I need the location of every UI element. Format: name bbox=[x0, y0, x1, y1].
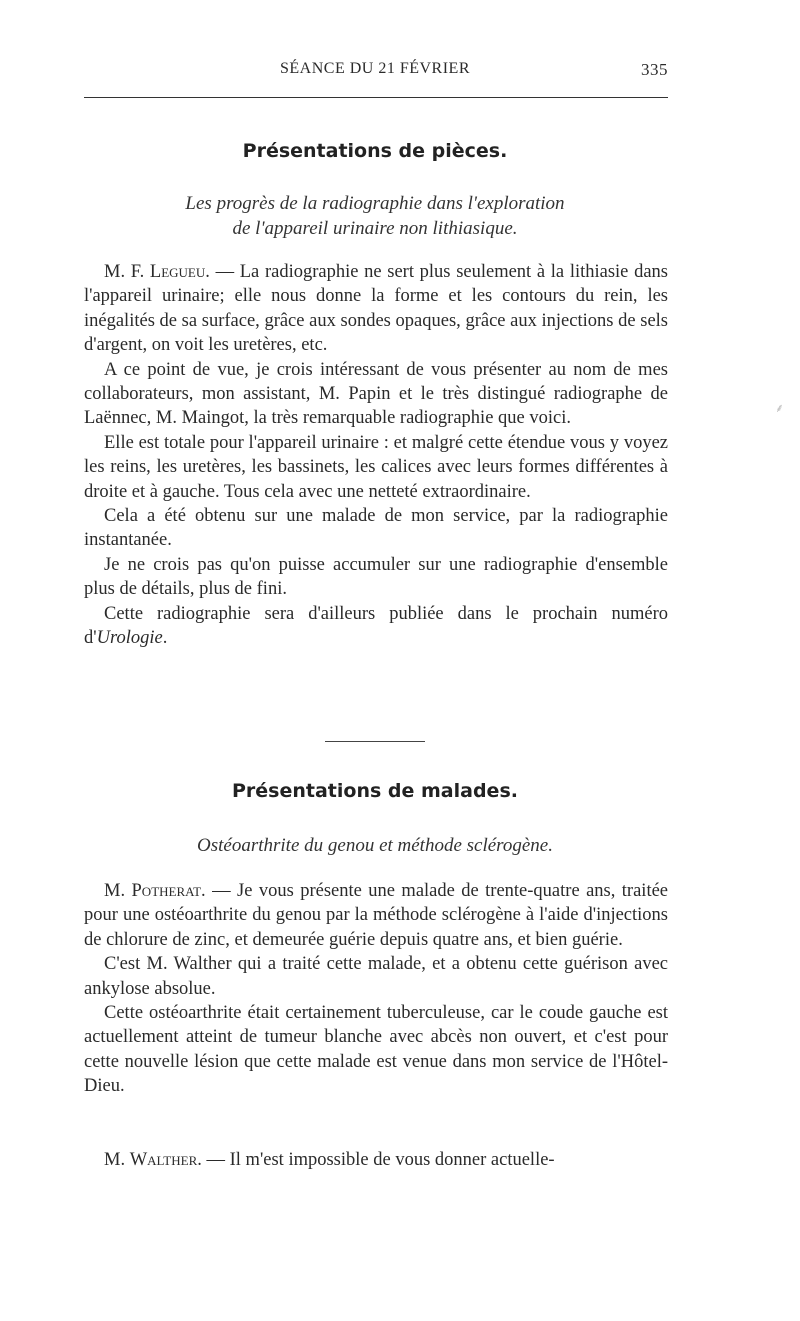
section-subtitle: Ostéoarthrite du genou et méthode sclérogène. bbox=[197, 835, 553, 856]
running-title: SÉANCE DU 21 FÉVRIER bbox=[279, 60, 470, 77]
section-divider bbox=[325, 741, 425, 742]
paragraph-end: . bbox=[162, 628, 168, 649]
speaker-prefix: M. bbox=[104, 1150, 130, 1170]
section-subtitle-line2: de l'appareil urinaire non lithiasique. bbox=[232, 218, 518, 239]
paragraph bbox=[84, 260, 668, 358]
speaker-name: Legueu bbox=[149, 262, 206, 282]
section-subtitle-line1: Les progrès de la radiographie dans l'exploration bbox=[185, 193, 565, 214]
paragraph bbox=[84, 1148, 668, 1172]
paragraph: A ce point de vue, je crois intéressant de vous présenter au nom de mes collaborateurs, mon assistant, M. Papin et le très distingué radiographe de Laënnec, M. Maingot, la très remarquable radiographie que voici. bbox=[84, 359, 668, 429]
header-rule bbox=[84, 97, 668, 98]
speaker-prefix: M. F. bbox=[104, 262, 150, 282]
section-heading-malades: Présentations de malades. bbox=[232, 780, 518, 802]
paragraph: Elle est totale pour l'appareil urinaire : et malgré cette étendue vous y voyez les reins, les uretères, les bassinets, les calices avec leurs formes différentes à droite et à gauche. Tous cela avec une netteté extraordinaire. bbox=[84, 432, 668, 502]
section1-body bbox=[84, 260, 668, 651]
paragraph: C'est M. Walther qui a traité cette malade, et a obtenu cette guérison avec ankylose absolue. bbox=[84, 954, 668, 999]
speaker-prefix: M. bbox=[104, 881, 132, 901]
speaker-name: Potherat bbox=[131, 881, 202, 901]
paragraph-text: . — Je vous présente une malade de trente-quatre ans, traitée pour une ostéoarthrite du genou par la méthode sclérogène à l'aide d'injections de chlorure de zinc, et demeurée guérie depuis quatre ans, et bien guérie. bbox=[84, 881, 669, 950]
paragraph-text: . — La radiographie ne sert plus seulement à la lithiasie dans l'appareil urinaire; elle nous donne la forme et les contours du rein, les inégalités de sa surface, grâce aux sondes opaques, grâce aux injections de sels d'argent, on voit les uretères, etc. bbox=[84, 262, 668, 356]
speaker-name: Walther bbox=[129, 1150, 198, 1170]
paragraph: Je ne crois pas qu'on puisse accumuler sur une radiographie d'ensemble plus de détails, plus de fini. bbox=[84, 554, 668, 600]
paragraph-text: Cette radiographie sera d'ailleurs publiée dans le prochain numéro d' bbox=[84, 603, 668, 649]
paragraph bbox=[84, 879, 668, 952]
paper-speck-mark: ⸙ bbox=[775, 401, 785, 415]
section2-body bbox=[84, 879, 668, 1099]
paragraph: Cela a été obtenu sur une malade de mon service, par la radiographie instantanée. bbox=[84, 506, 668, 551]
running-header bbox=[82, 60, 668, 84]
journal-title: Urologie bbox=[96, 628, 163, 649]
page-number: 335 bbox=[641, 60, 668, 79]
paragraph bbox=[84, 602, 668, 651]
paragraph-text: . — Il m'est impossible de vous donner actuelle- bbox=[197, 1150, 555, 1170]
section-heading-pieces: Présentations de pièces. bbox=[242, 140, 508, 162]
section2-body-continued bbox=[84, 1148, 668, 1172]
paragraph: Cette ostéoarthrite était certainement tuberculeuse, car le coude gauche est actuellement atteint de tumeur blanche avec abcès non ouvert, et c'est pour cette nouvelle lésion que cette malade est venue dans mon service de l'Hôtel-Dieu. bbox=[84, 1003, 668, 1097]
